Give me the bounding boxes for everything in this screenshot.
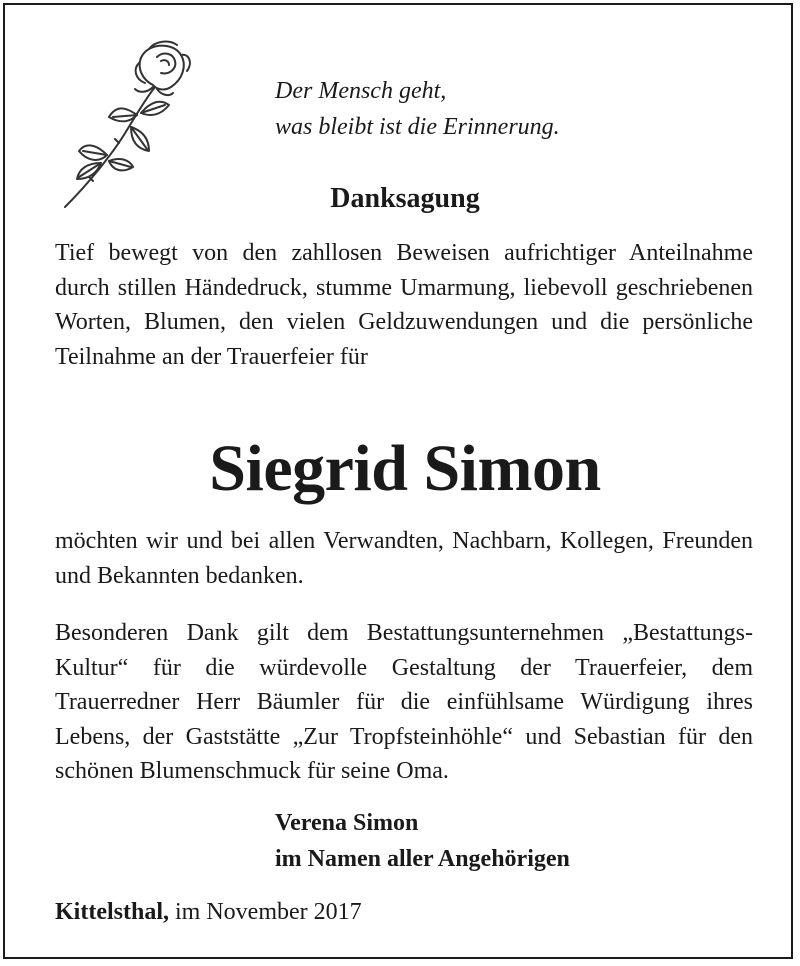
- place-name: Kittelsthal,: [55, 899, 169, 925]
- notice-frame: [3, 3, 793, 959]
- place-date: [55, 895, 362, 929]
- motto: [275, 73, 560, 145]
- signature-subtitle: im Namen aller Angehörigen: [275, 846, 570, 872]
- thanks-paragraph-special: Besonderen Dank gilt dem Bestattungsunternehmen „Bestattungs-Kultur“ für die würdevolle Gestaltung der Trauerfeier, dem Trauerredner Herr Bäumler für die einfühlsame Würdigung ihres Lebens, der Gaststätte „Zur Tropfsteinhöhle“ und Sebastian für den schönen Blumenschmuck für seine Oma.: [55, 620, 753, 784]
- date-text: im November 2017: [175, 899, 362, 925]
- thanks-paragraph-relatives: möchten wir und bei allen Verwandten, Nachbarn, Kollegen, Freunden und Bekannten bedanken.: [55, 528, 753, 589]
- deceased-name: Siegrid Simon: [209, 432, 601, 505]
- signature: [275, 805, 570, 877]
- motto-line-1: Der Mensch geht,: [275, 78, 447, 104]
- signature-name: Verena Simon: [275, 810, 419, 836]
- thanks-paragraph-intro: Tief bewegt von den zahllosen Beweisen aufrichtiger Anteilnahme durch stillen Händedruck, stumme Umarmung, liebevoll geschriebenen Worten, Blumen, den vielen Geldzuwendungen und die persönliche Teilnahme an der Trauerfeier für: [55, 240, 753, 370]
- motto-line-2: was bleibt ist die Erinnerung.: [275, 114, 560, 140]
- notice-heading: Danksagung: [330, 183, 480, 214]
